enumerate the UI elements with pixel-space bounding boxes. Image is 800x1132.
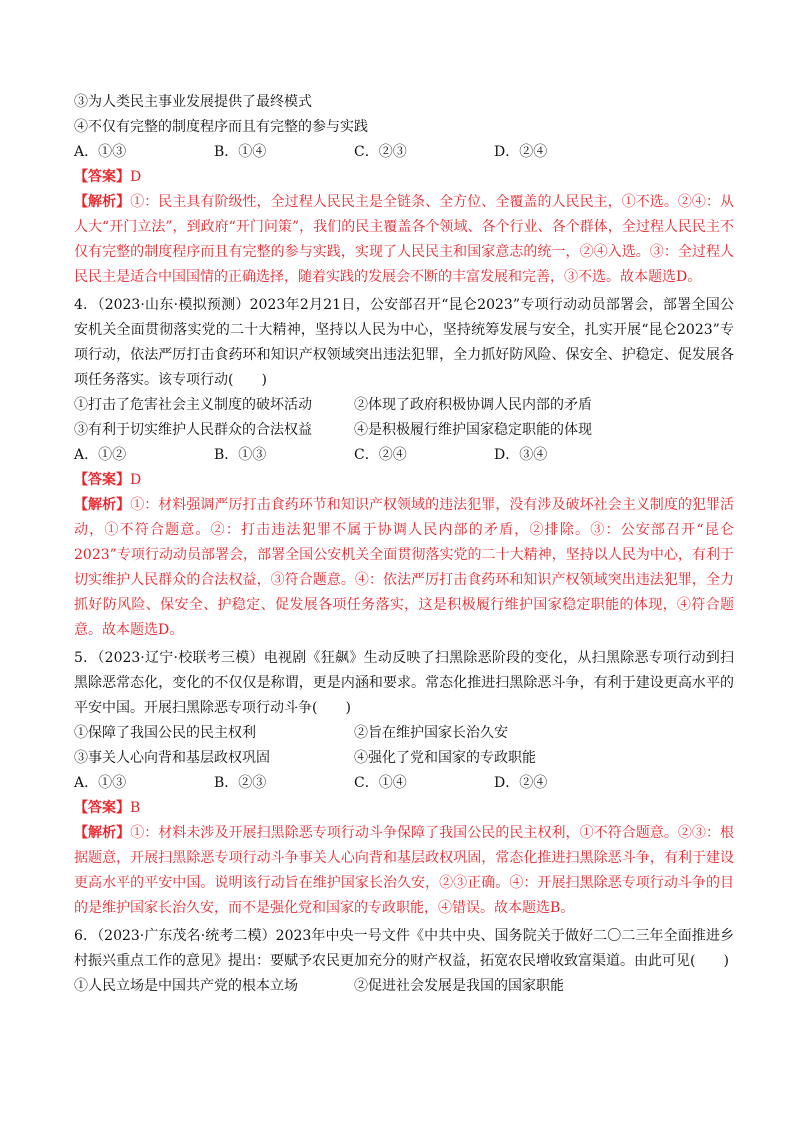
question-5: [74, 646, 734, 921]
analysis-tag: 【解析】: [74, 497, 131, 513]
choice-d: D．③④: [494, 447, 548, 463]
analysis-text: ①：材料未涉及开展扫黑除恶专项行动斗争保障了我国公民的民主权利，①不符合题意。②③：根据题意，开展扫黑除恶专项行动斗争事关人心向背和基层政权巩固，常态化推进扫黑除恶斗争，有利于建设更高水平的平安中国。说明该行动旨在维护国家长治久安，②③正确。④：开展扫黑除恶专项行动斗争的目的是维护国家长治久安，而不是强化党和国家的专政职能，④错误。故本题选B。: [74, 825, 735, 916]
option-1: ①打击了危害社会主义制度的破坏活动: [74, 397, 312, 413]
choice-row: [74, 140, 734, 165]
choice-c: C．②④: [354, 447, 407, 463]
question-6: [74, 924, 734, 999]
analysis: [74, 493, 734, 643]
answer: [74, 165, 734, 190]
choice-a: A．①③: [74, 775, 127, 791]
option-1: ①人民立场是中国共产党的根本立场: [74, 978, 298, 994]
choice-b: B．①③: [214, 447, 267, 463]
analysis-text: ①：民主具有阶级性，全过程人民民主是全链条、全方位、全覆盖的人民民主，①不选。②④：从人大“开门立法”，到政府“开门问策”，我们的民主覆盖各个领域、各个行业、各个群体，全过程人民民主不仅有完整的制度程序而且有完整的参与实践，实现了人民民主和国家意志的统一，②④入选。③：全过程人民民主是适合中国国情的正确选择，随着实践的发展会不断的丰富发展和完善，③不选。故本题选D。: [74, 194, 735, 285]
option-4: ④是积极履行维护国家稳定职能的体现: [354, 422, 592, 438]
answer-value: B: [130, 800, 141, 816]
document-body: [74, 90, 734, 999]
analysis-text: ①：材料强调严厉打击食药环节和知识产权领域的违法犯罪，没有涉及破坏社会主义制度的犯罪活动，①不符合题意。②：打击违法犯罪不属于协调人民内部的矛盾，②排除。③：公安部召开“昆仑2023”专项行动动员部署会，部署全国公安机关全面贯彻落实党的二十大精神，坚持以人民为中心，有利于切实维护人民群众的合法权益，③符合题意。④：依法严厉打击食药环和知识产权领域突出违法犯罪，全力抓好防风险、保安全、护稳定、促发展各项任务落实，这是积极履行维护国家稳定职能的体现，④符合题意。故本题选D。: [74, 497, 735, 638]
answer-tag: 【答案】: [74, 800, 130, 816]
choice-row: [74, 771, 734, 796]
answer-value: D: [130, 472, 142, 488]
question-stem: 5．（2023·辽宁·校联考三模）电视剧《狂飙》生动反映了扫黑除恶阶段的变化，从扫黑除恶专项行动到扫黑除恶常态化，变化的不仅仅是称谓，更是内涵和要求。常态化推进扫黑除恶斗争，有利于建设更高水平的平安中国。开展扫黑除恶专项行动斗争( ): [74, 650, 734, 716]
option-1: ①保障了我国公民的民主权利: [74, 725, 256, 741]
answer: [74, 468, 734, 493]
option-3: ③有利于切实维护人民群众的合法权益: [74, 422, 312, 438]
answer-value: D: [130, 169, 142, 185]
option-row-2: [74, 746, 734, 771]
option-2: ②促进社会发展是我国的国家职能: [354, 978, 564, 994]
answer: [74, 796, 734, 821]
choice-d: D．②④: [494, 775, 548, 791]
option-4: ④强化了党和国家的专政职能: [354, 750, 536, 766]
option-2: ②体现了政府积极协调人民内部的矛盾: [354, 397, 592, 413]
question-stem: 6．（2023·广东茂名·统考二模）2023年中央一号文件《中共中央、国务院关于做好二〇二三年全面推进乡村振兴重点工作的意见》提出：要赋予农民更加充分的财产权益，拓宽农民增收致富渠道。由此可见( ): [74, 928, 734, 969]
question-stem: 4．（2023·山东·模拟预测）2023年2月21日，公安部召开“昆仑2023”专项行动动员部署会，部署全国公安机关全面贯彻落实党的二十大精神，坚持以人民为中心，坚持统筹发展与安全，扎实开展“昆仑2023”专项行动，依法严厉打击食药环和知识产权领域突出违法犯罪，全力抓好防风险、保安全、护稳定、促发展各项任务落实。该专项行动( ): [74, 297, 734, 388]
choice-b: B．②③: [214, 775, 267, 791]
choice-c: C．②③: [354, 144, 407, 160]
option-3: ③事关人心向背和基层政权巩固: [74, 750, 270, 766]
answer-tag: 【答案】: [74, 472, 130, 488]
choice-row: [74, 443, 734, 468]
option-row-1: [74, 393, 734, 418]
option-row-1: [74, 974, 734, 999]
analysis: [74, 190, 734, 290]
question-3: [74, 90, 734, 290]
analysis-tag: 【解析】: [74, 194, 131, 210]
choice-a: A．①③: [74, 144, 127, 160]
question-4: [74, 293, 734, 643]
option-4: ④不仅有完整的制度程序而且有完整的参与实践: [74, 119, 368, 135]
option-row-2: [74, 418, 734, 443]
option-2: ②旨在维护国家长治久安: [354, 725, 508, 741]
choice-c: C．①④: [354, 775, 407, 791]
analysis-tag: 【解析】: [74, 825, 131, 841]
choice-b: B．①④: [214, 144, 267, 160]
answer-tag: 【答案】: [74, 169, 130, 185]
choice-d: D．②④: [494, 144, 548, 160]
option-3: ③为人类民主事业发展提供了最终模式: [74, 94, 312, 110]
option-row-1: [74, 721, 734, 746]
choice-a: A．①②: [74, 447, 127, 463]
analysis: [74, 821, 734, 921]
